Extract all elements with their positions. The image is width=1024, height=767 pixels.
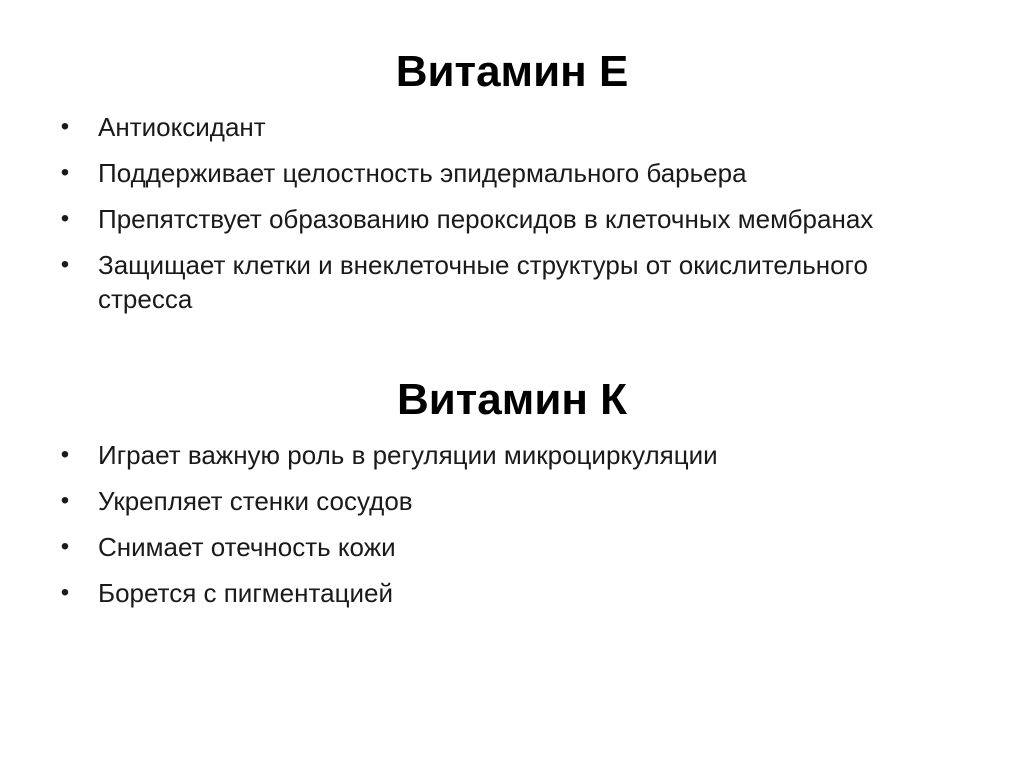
list-item bbox=[0, 248, 1024, 316]
bullet-icon: • bbox=[60, 251, 70, 278]
list-item bbox=[0, 530, 1024, 564]
bullet-icon: • bbox=[60, 579, 70, 606]
list-item bbox=[0, 438, 1024, 472]
bullet-icon: • bbox=[60, 533, 70, 560]
bullet-icon: • bbox=[60, 205, 70, 232]
bullet-icon: • bbox=[60, 487, 70, 514]
list-item-text: Борется с пигментацией bbox=[98, 578, 393, 608]
vitamin-e-list bbox=[0, 110, 1024, 316]
list-item-text: Поддерживает целостность эпидермального барьера bbox=[98, 158, 747, 188]
vitamin-k-list bbox=[0, 438, 1024, 610]
vitamin-k-section bbox=[0, 372, 1024, 622]
list-item bbox=[0, 576, 1024, 610]
list-item bbox=[0, 110, 1024, 144]
bullet-icon: • bbox=[60, 159, 70, 186]
list-item-text: Снимает отечность кожи bbox=[98, 532, 396, 562]
list-item-text: Препятствует образованию пероксидов в клеточных мембранах bbox=[98, 204, 874, 234]
list-item-text: Играет важную роль в регуляции микроциркуляции bbox=[98, 440, 718, 470]
bullet-icon: • bbox=[60, 113, 70, 140]
vitamin-k-title: Витамин К bbox=[396, 375, 628, 424]
vitamin-e-section bbox=[0, 44, 1024, 328]
list-item-text: Защищает клетки и внеклеточные структуры от окислительного стресса bbox=[98, 250, 868, 314]
list-item-text: Антиоксидант bbox=[98, 112, 266, 142]
list-item bbox=[0, 156, 1024, 190]
vitamin-e-title: Витамин Е bbox=[395, 47, 629, 96]
list-item bbox=[0, 202, 1024, 236]
list-item bbox=[0, 484, 1024, 518]
list-item-text: Укрепляет стенки сосудов bbox=[98, 486, 413, 516]
bullet-icon: • bbox=[60, 441, 70, 468]
